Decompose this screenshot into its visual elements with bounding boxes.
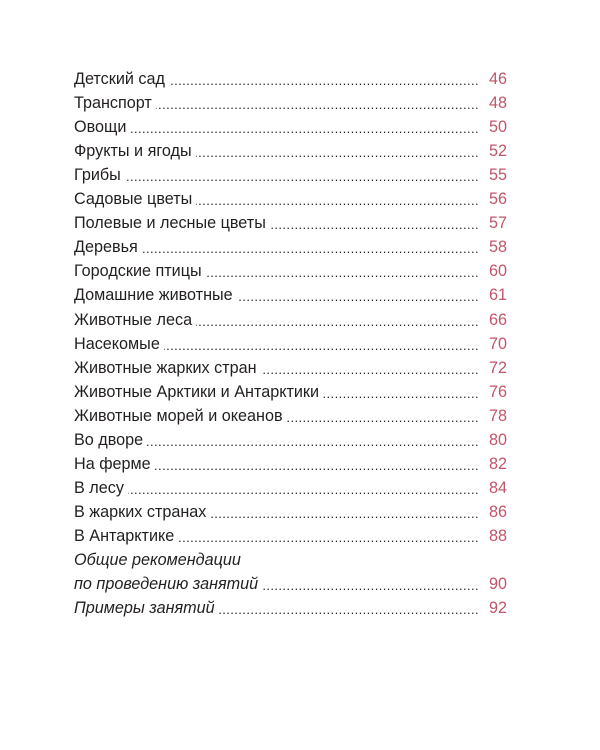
toc-entry-page: 66: [488, 310, 507, 329]
toc-entry-page: 78: [488, 406, 507, 425]
dot-leader: [196, 143, 479, 163]
dot-leader: [128, 480, 479, 500]
toc-entry[interactable]: [74, 211, 507, 235]
toc-entry-page: 82: [488, 454, 507, 473]
toc-entry-page: 84: [488, 478, 507, 497]
toc-entry[interactable]: [74, 67, 507, 91]
toc-entry[interactable]: [74, 115, 507, 139]
dot-leader: [164, 336, 479, 356]
toc-entry-title: Садовые цветы: [74, 190, 193, 209]
dot-leader: [270, 215, 479, 235]
toc-entry-page: 86: [488, 502, 507, 521]
toc-entry-title: Деревья: [74, 238, 138, 257]
toc-entry-page: 76: [488, 382, 507, 401]
toc-entry-page: 80: [488, 430, 507, 449]
dot-leader: [142, 239, 479, 259]
toc-entry[interactable]: [74, 307, 507, 331]
toc-entry-title: Примеры занятий: [74, 599, 215, 618]
toc-entry-page: 72: [488, 358, 507, 377]
toc-entry-title: Фрукты и ягоды: [74, 142, 192, 161]
toc-entry[interactable]: [74, 356, 507, 380]
toc-entry[interactable]: [74, 187, 507, 211]
toc-entry-methodical-line1[interactable]: [74, 548, 507, 572]
dot-leader: [262, 576, 479, 596]
toc-entry-page: 60: [488, 262, 507, 281]
toc-entry-title: Животные морей и океанов: [74, 406, 283, 425]
toc-entry-title: Насекомые: [74, 334, 160, 353]
toc-entry-title: по проведению занятий: [74, 575, 259, 594]
dot-leader: [261, 360, 479, 380]
toc-entry-page: 46: [488, 70, 507, 89]
toc-entry[interactable]: [74, 259, 507, 283]
toc-entry-methodical[interactable]: [74, 572, 507, 596]
toc-entry-title: Во дворе: [74, 430, 144, 449]
dot-leader: [323, 384, 479, 404]
toc-entry-title: Полевые и лесные цветы: [74, 214, 266, 233]
dot-leader: [196, 312, 479, 332]
toc-entry[interactable]: [74, 476, 507, 500]
dot-leader: [237, 287, 479, 307]
toc-entry-page: 70: [488, 334, 507, 353]
toc-entry-page: 90: [488, 575, 507, 594]
dot-leader: [196, 191, 479, 211]
dot-leader: [156, 95, 479, 115]
toc-entry-examples[interactable]: [74, 596, 507, 620]
toc-entry[interactable]: [74, 404, 507, 428]
toc-entry-title: Общие рекомендации: [74, 550, 241, 569]
toc-entry-page: 56: [488, 190, 507, 209]
toc-entry-title: В лесу: [74, 478, 124, 497]
dot-leader: [219, 600, 479, 620]
dot-leader: [125, 167, 479, 187]
toc-entry-title: Домашние животные: [74, 286, 233, 305]
toc-entry-page: 55: [488, 166, 507, 185]
toc-entry[interactable]: [74, 380, 507, 404]
toc-entry-page: 52: [488, 142, 507, 161]
toc-entry-title: В жарких странах: [74, 502, 207, 521]
dot-leader: [210, 504, 479, 524]
dot-leader: [178, 528, 479, 548]
toc-entry-page: 88: [488, 526, 507, 545]
toc-entry-page: 48: [488, 94, 507, 113]
toc-entry-title: Овощи: [74, 118, 127, 137]
toc-entry-page: 61: [488, 286, 507, 305]
toc-entry-title: Детский сад: [74, 70, 165, 89]
toc-entry[interactable]: [74, 500, 507, 524]
toc-entry[interactable]: [74, 139, 507, 163]
toc-entry[interactable]: [74, 283, 507, 307]
toc-entry-title: Городские птицы: [74, 262, 202, 281]
toc-entry-title: В Антарктике: [74, 526, 175, 545]
table-of-contents: [74, 67, 507, 620]
dot-leader: [206, 263, 479, 283]
toc-entry[interactable]: [74, 235, 507, 259]
toc-entry-title: Транспорт: [74, 94, 152, 113]
toc-entry-page: 57: [488, 214, 507, 233]
toc-entry[interactable]: [74, 91, 507, 115]
toc-entry-page: 58: [488, 238, 507, 257]
toc-entry-page: 92: [488, 599, 507, 618]
toc-entry-page: 50: [488, 118, 507, 137]
toc-entry-title: Животные Арктики и Антарктики: [74, 382, 320, 401]
dot-leader: [287, 408, 479, 428]
toc-entry[interactable]: [74, 163, 507, 187]
dot-leader: [130, 119, 479, 139]
dot-leader: [147, 432, 479, 452]
toc-entry[interactable]: [74, 332, 507, 356]
dot-leader: [169, 71, 479, 91]
toc-entry[interactable]: [74, 452, 507, 476]
toc-entry[interactable]: [74, 524, 507, 548]
toc-entry-title: Животные леса: [74, 310, 193, 329]
toc-entry-title: На ферме: [74, 454, 151, 473]
toc-entry-title: Грибы: [74, 166, 121, 185]
toc-entry-title: Животные жарких стран: [74, 358, 257, 377]
dot-leader: [155, 456, 479, 476]
toc-entry[interactable]: [74, 428, 507, 452]
